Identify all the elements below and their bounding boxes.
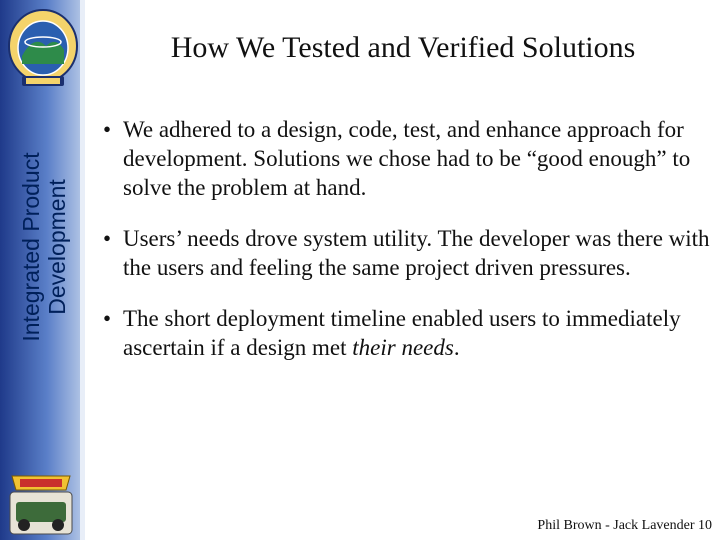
bullet-text: The short deployment timeline enabled users to immediately ascertain if a design met: [123, 306, 681, 360]
vertical-title-line1: Integrated Product: [18, 152, 44, 342]
bullet-text-emphasis: their needs: [352, 335, 454, 360]
sidebar-band: [0, 0, 85, 540]
bullet-list: [101, 115, 713, 362]
bullet-text-end: .: [453, 335, 460, 360]
bullet-text: We adhered to a design, code, test, and enhance approach for development. Solutions we chose had to be “good enough” to solve the problem at hand.: [123, 117, 691, 200]
slide-title: How We Tested and Verified Solutions: [170, 31, 636, 64]
bullet-dot-icon: •: [103, 117, 112, 142]
bullet-text: Users’ needs drove system utility. The developer was there with the users and feeling the same project driven pressures.: [123, 226, 710, 280]
vertical-sidebar-title: [18, 112, 70, 382]
footer-author-page: Phil Brown - Jack Lavender 10: [537, 518, 712, 533]
bullet-dot-icon: •: [103, 226, 112, 251]
sidebar-edge: [80, 0, 85, 540]
bullet-dot-icon: •: [103, 306, 112, 331]
bullet-item-design-approach: [101, 115, 713, 202]
losat-vehicle-logo: [6, 470, 76, 536]
bullet-item-users-needs: [101, 224, 713, 282]
satellite-program-seal-logo: [6, 6, 80, 90]
bullet-item-deployment-timeline: [101, 304, 713, 362]
vertical-title-line2: Development: [44, 179, 70, 315]
